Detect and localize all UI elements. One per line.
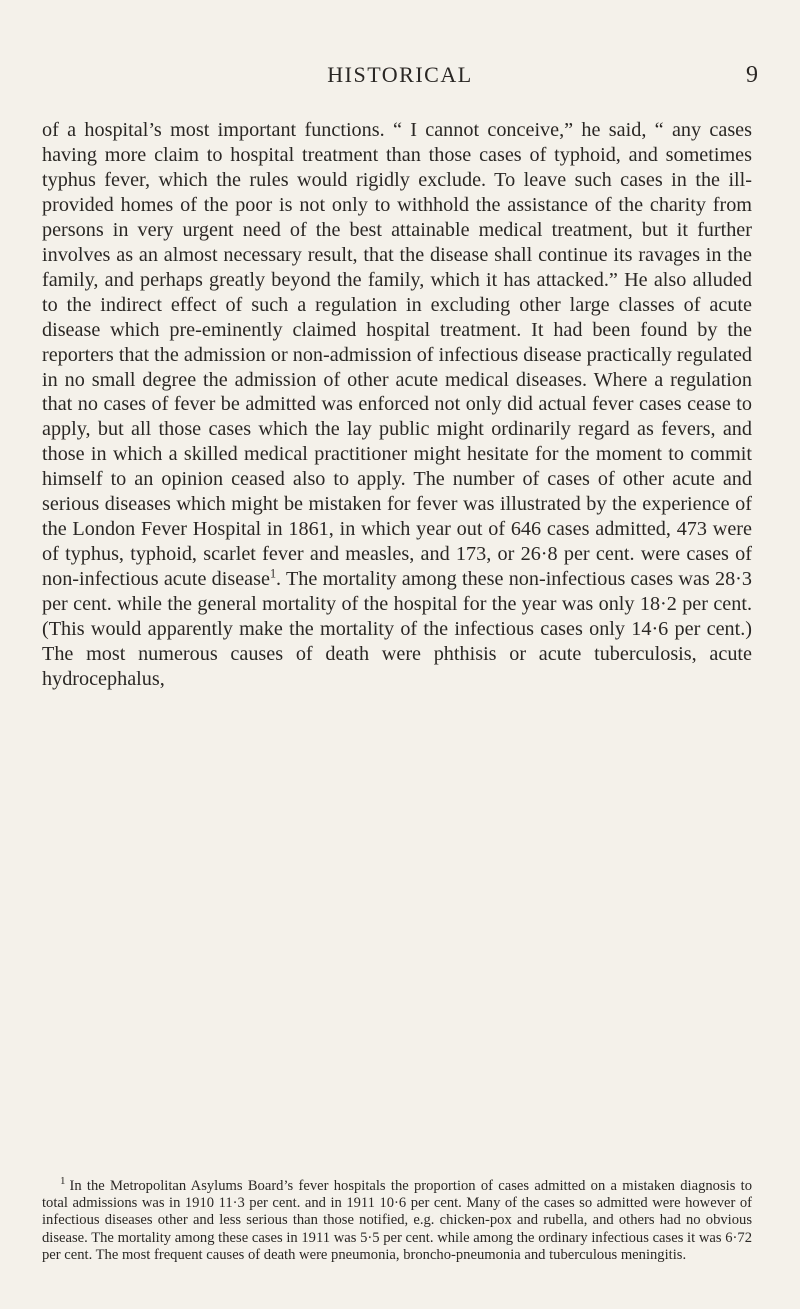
footnote-text: In the Metropolitan Asylums Board’s fever hospitals the proportion of cases admitted on a mistaken diagnosis to total admissions was in 1910 11·3 per cent. and in 1911 10·6 per cent. Many of the cases so admitted were however of infectious diseases other and less serious than those notified, e.g. chicken-pox and rubella, and others had no obvious disease. The mortality among these cases in 1911 was 5·5 per cent. while among the ordinary infectious cases it was 6·72 per cent. The most frequent causes of death were pneumonia, broncho-pneumonia and tuberculous meningitis. [42,1178,752,1263]
paragraph-text-part-1: of a hospital’s most important functions. “ I cannot conceive,” he said, “ any cases having more claim to hospital treatment than those cases of typhoid, and sometimes typhus fever, which the rules would rigidly exclude. To leave such cases in the ill-provided homes of the poor is not only to withhold the assistance of the charity from persons in very urgent need of the best attainable medical treatment, but it further involves as an almost necessary result, that the disease shall continue its ravages in the family, and perhaps greatly beyond the family, which it has attacked.” He also alluded to the indirect effect of such a regulation in excluding other large classes of acute disease which pre-eminently claimed hospital treatment. It had been found by the reporters that the admission or non-admission of infectious disease practically regulated in no small degree the admission of other acute medical diseases. Where a regulation that no cases of fever be admitted was enforced not only did actual fever cases cease to apply, but all those cases which the lay public might ordinarily regard as fevers, and those in which a skilled medical practitioner might hesitate for the moment to commit himself to an opinion ceased also to apply. The number of cases of other acute and serious diseases which might be mistaken for fever was illustrated by the experience of the London Fever Hospital in 1861, in which year out of 646 cases admitted, 473 were of typhus, typhoid, scarlet fever and measles, and 173, or 26·8 per cent. were cases of non-infectious acute disease [42,119,752,591]
page-number: 9 [746,62,758,88]
main-paragraph [42,118,752,692]
body-text [42,118,752,692]
footnote-reference: 1 [269,566,277,581]
running-head [42,62,758,92]
footnote [42,1175,752,1264]
footnote-paragraph [42,1175,752,1264]
footnote-marker: 1 [60,1175,66,1188]
running-title: HISTORICAL [327,62,473,87]
paragraph-text-part-2: . The mortality among these non-infectious cases was 28·3 per cent. while the general mortality of the hospital for the year was only 18·2 per cent. (This would apparently make the mortality of the infectious cases only 14·6 per cent.) The most numerous causes of death were phthisis or acute tuberculosis, acute hydrocephalus, [42,568,752,690]
